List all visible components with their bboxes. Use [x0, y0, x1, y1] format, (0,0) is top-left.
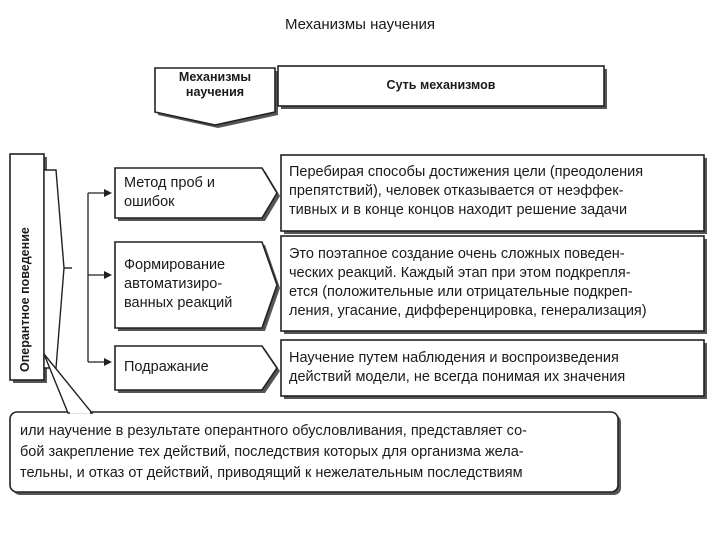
arrow-1 [104, 189, 112, 197]
header-right-label: Суть механизмов [386, 78, 496, 92]
definition-line-3: тельны, и отказ от действий, приводящий к нежелательным последствиям [20, 465, 523, 481]
arrow-3 [104, 358, 112, 366]
mechanism-3-line-1: Подражание [124, 359, 209, 375]
mechanism-label-2 [124, 256, 232, 313]
essence-2-line-3: ется (положительные или отрицательные подкреп- [289, 284, 633, 300]
header-left-label [155, 70, 275, 100]
essence-2-line-1: Это поэтапное создание очень сложных поведен- [289, 246, 625, 262]
mechanism-1-line-2: ошибок [124, 194, 175, 210]
essence-text-2 [289, 245, 647, 321]
mechanism-2-line-3: ванных реакций [124, 295, 233, 311]
essence-1-line-2: препятствий), человек отказывается от неэффек- [289, 183, 624, 199]
essence-text-3 [289, 349, 625, 387]
mechanism-2-line-1: Формирование [124, 257, 226, 273]
mechanism-1-line-1: Метод проб и [124, 175, 215, 191]
definition-line-2: бой закрепление тех действий, последствия которых для организма жела- [20, 444, 524, 460]
essence-1-line-3: тивных и в конце концов находит решение задачи [289, 202, 628, 218]
essence-text-1 [289, 163, 643, 220]
mechanism-label-3 [124, 358, 209, 377]
header-left-line-1: Механизмы [178, 70, 252, 84]
essence-1-line-1: Перебирая способы достижения цели (преодоления [289, 164, 644, 180]
essence-2-line-2: ческих реакций. Каждый этап при этом подкрепля- [289, 265, 631, 281]
definition-text [20, 421, 527, 484]
mechanism-label-1 [124, 174, 215, 212]
side-label: Оперантное поведение [18, 227, 32, 372]
page-title: Механизмы научения [284, 16, 436, 33]
connector [88, 193, 106, 362]
essence-2-line-4: ления, угасание, дифференцировка, генерализация) [289, 303, 647, 319]
header-left-line-2: научения [185, 85, 245, 99]
side-pointer [44, 170, 64, 368]
mechanism-2-line-2: автоматизиро- [124, 276, 223, 292]
arrow-2 [104, 271, 112, 279]
essence-3-line-1: Научение путем наблюдения и воспроизведения [289, 350, 619, 366]
definition-line-1: или научение в результате оперантного обусловливания, представляет со- [20, 423, 527, 439]
essence-3-line-2: действий модели, не всегда понимая их значения [289, 369, 626, 385]
